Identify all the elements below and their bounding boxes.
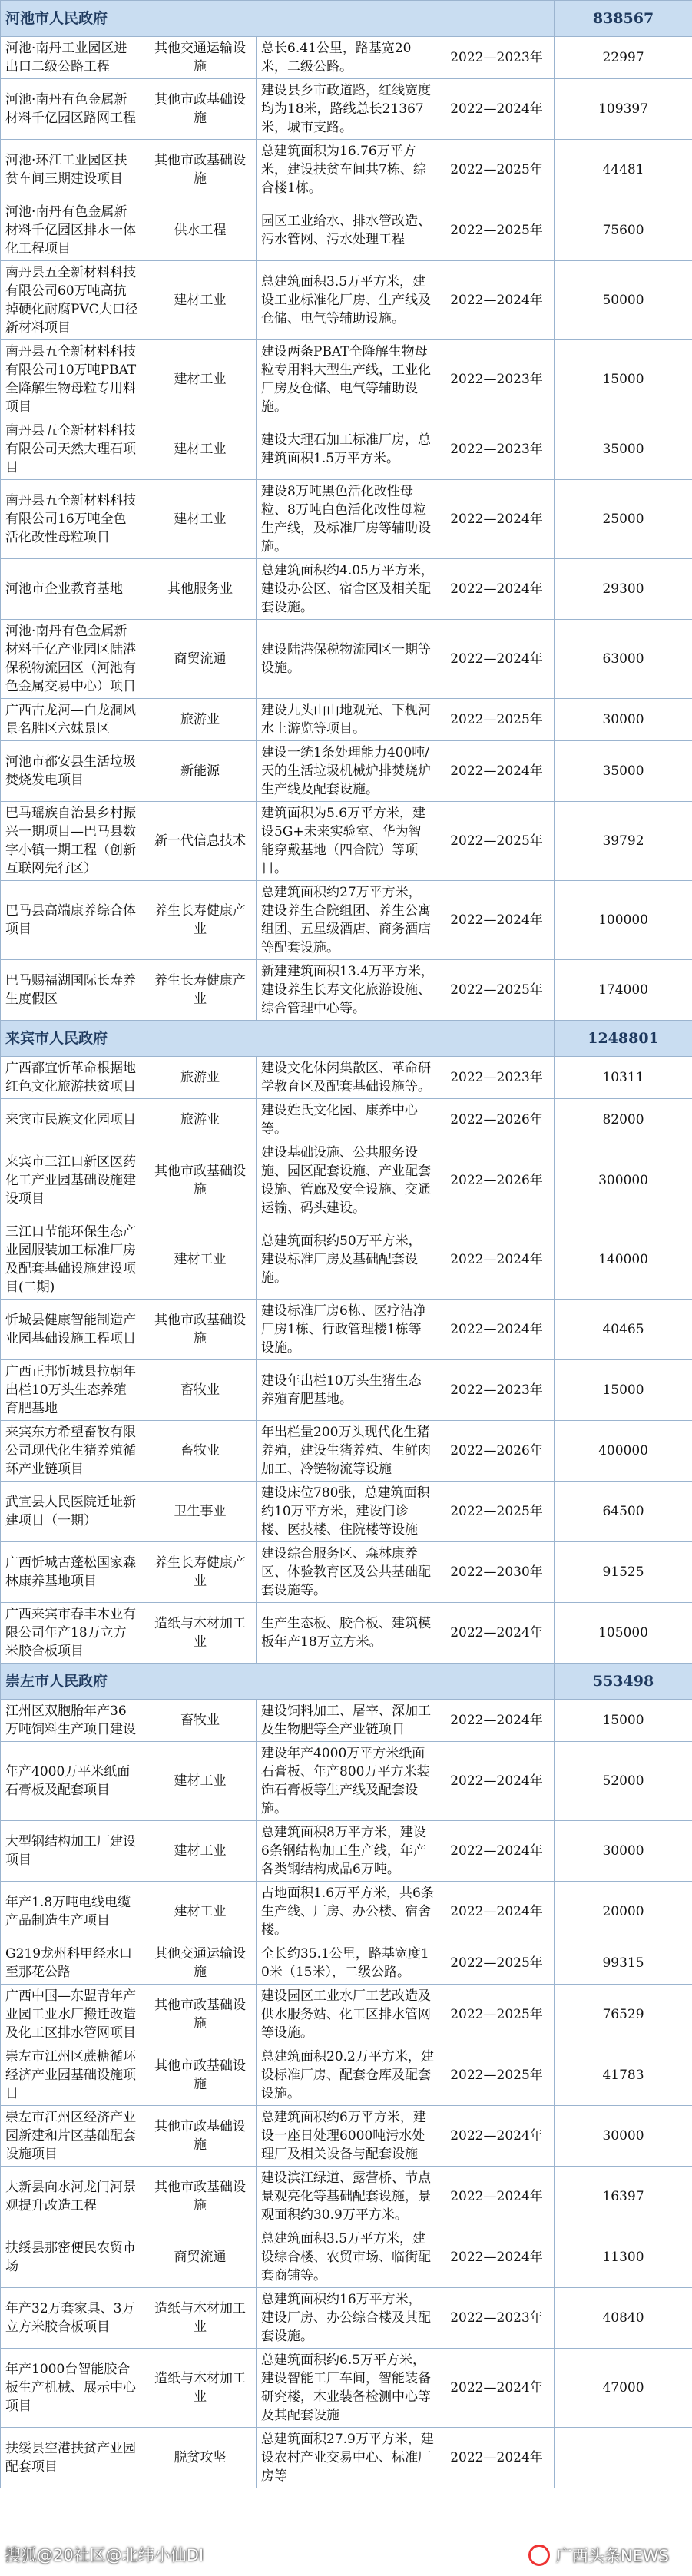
cell-desc: 建设县乡市政道路，红线宽度均为18米，路线总长21367米，城市支路。 — [257, 79, 439, 140]
cell-amount: 47000 — [555, 2349, 692, 2428]
section-header-row — [1, 1, 692, 37]
cell-amount: 82000 — [555, 1099, 692, 1141]
cell-period: 2022—2024年 — [439, 1603, 555, 1664]
cell-cat: 建材工业 — [144, 340, 257, 419]
cell-period: 2022—2024年 — [439, 2428, 555, 2488]
cell-amount: 30000 — [555, 1821, 692, 1882]
cell-name: 广西正邦忻城县拉朝年出栏10万头生态养殖育肥基地 — [1, 1360, 144, 1421]
cell-name: 河池·南丹有色金属新材料千亿园区排水一体化工程项目 — [1, 200, 144, 261]
cell-period: 2022—2025年 — [439, 802, 555, 881]
table-row — [1, 2428, 692, 2488]
cell-cat: 新能源 — [144, 741, 257, 802]
cell-cat: 建材工业 — [144, 1742, 257, 1821]
cell-name: 南丹县五全新材料科技有限公司10万吨PBAT全降解生物母粒专用料项目 — [1, 340, 144, 419]
cell-cat: 畜牧业 — [144, 1360, 257, 1421]
cell-name: 巴马瑶族自治县乡村振兴一期项目—巴马县数字小镇一期工程（创新互联网先行区） — [1, 802, 144, 881]
cell-cat: 造纸与木材加工业 — [144, 1603, 257, 1664]
cell-amount: 99315 — [555, 1942, 692, 1985]
cell-period: 2022—2023年 — [439, 37, 555, 79]
cell-amount: 15000 — [555, 1360, 692, 1421]
cell-cat: 畜牧业 — [144, 1700, 257, 1742]
cell-desc: 建设饲料加工、屠宰、深加工及生物肥等全产业链项目 — [257, 1700, 439, 1742]
cell-period: 2022—2025年 — [439, 1482, 555, 1542]
cell-period: 2022—2023年 — [439, 340, 555, 419]
cell-name: 广西来宾市春丰木业有限公司年产18万立方米胶合板项目 — [1, 1603, 144, 1664]
cell-cat: 其他市政基础设施 — [144, 2106, 257, 2167]
cell-amount: 41783 — [555, 2045, 692, 2106]
cell-period: 2022—2025年 — [439, 140, 555, 200]
cell-name: 年产1000台智能胶合板生产机械、展示中心项目 — [1, 2349, 144, 2428]
cell-desc: 总建筑面积3.5万平方米，建设工业标准化厂房、生产线及仓储、电气等辅助设施。 — [257, 261, 439, 340]
cell-amount: 63000 — [555, 620, 692, 699]
cell-period: 2022—2025年 — [439, 200, 555, 261]
cell-cat: 建材工业 — [144, 261, 257, 340]
cell-name: 崇左市江州区经济产业园新建和片区基础配套设施项目 — [1, 2106, 144, 2167]
cell-period: 2022—2025年 — [439, 2045, 555, 2106]
cell-name: 广西忻城古蓬松国家森林康养基地项目 — [1, 1542, 144, 1603]
section-header-row — [1, 1021, 692, 1057]
cell-desc: 建设文化休闲集散区、革命研学教育区及配套基础设施等。 — [257, 1057, 439, 1099]
cell-desc: 总建筑面积约27万平方米，建设养生合院组团、养生公寓组团、五星级酒店、商务酒店等配套设施。 — [257, 881, 439, 960]
cell-cat: 其他市政基础设施 — [144, 2167, 257, 2227]
cell-amount: 64500 — [555, 1482, 692, 1542]
cell-period: 2022—2024年 — [439, 2106, 555, 2167]
cell-desc: 总建筑面积约4.05万平方米，建设办公区、宿舍区及相关配套设施。 — [257, 559, 439, 620]
cell-desc: 新建建筑面积13.4万平方米，建设养生长寿文化旅游设施、综合管理中心等。 — [257, 960, 439, 1021]
cell-name: 巴马县高端康养综合体项目 — [1, 881, 144, 960]
cell-desc: 年出栏量200万头现代化生猪养殖，建设生猪养殖、生鲜肉加工、冷链物流等设施 — [257, 1421, 439, 1482]
cell-period: 2022—2026年 — [439, 1421, 555, 1482]
cell-desc: 建设滨江绿道、露营桥、节点景观亮化等基础配套设施，景观面积约30.9万平方米。 — [257, 2167, 439, 2227]
cell-name: 河池·南丹有色金属新材料千亿产业园区陆港保税物流园区（河池有色金属交易中心）项目 — [1, 620, 144, 699]
watermark-left: 搜狐@20社区@北纬小仙DI — [5, 2546, 204, 2564]
table-row — [1, 419, 692, 480]
table-row — [1, 559, 692, 620]
cell-desc: 建设基础设施、公共服务设施、园区配套设施、产业配套设施、管廊及安全设施、交通运输、码头建设。 — [257, 1141, 439, 1220]
table-row — [1, 1700, 692, 1742]
cell-cat: 其他市政基础设施 — [144, 1985, 257, 2045]
cell-name: 广西都宜忻革命根据地红色文化旅游扶贫项目 — [1, 1057, 144, 1099]
cell-amount: 40465 — [555, 1300, 692, 1360]
cell-amount: 29300 — [555, 559, 692, 620]
cell-period: 2022—2023年 — [439, 1360, 555, 1421]
cell-amount: 16397 — [555, 2167, 692, 2227]
cell-cat: 旅游业 — [144, 1057, 257, 1099]
cell-name: 广西中国—东盟青年产业园工业水厂搬迁改造及化工区排水管网项目 — [1, 1985, 144, 2045]
cell-name: 忻城县健康智能制造产业园基础设施工程项目 — [1, 1300, 144, 1360]
cell-name: 三江口节能环保生态产业园服装加工标准厂房及配套基础设施建设项目(二期) — [1, 1220, 144, 1300]
cell-desc: 生产生态板、胶合板、建筑模板年产18万立方米。 — [257, 1603, 439, 1664]
cell-cat: 其他交通运输设施 — [144, 37, 257, 79]
cell-cat: 建材工业 — [144, 419, 257, 480]
cell-name: 大型钢结构加工厂建设项目 — [1, 1821, 144, 1882]
cell-name: 巴马赐福湖国际长寿养生度假区 — [1, 960, 144, 1021]
watermark-right-text: 广西头条NEWS — [555, 2547, 669, 2565]
table-row — [1, 802, 692, 881]
table-row — [1, 1220, 692, 1300]
table-row — [1, 1421, 692, 1482]
cell-amount: 25000 — [555, 480, 692, 559]
cell-amount — [555, 2428, 692, 2488]
cell-period: 2022—2025年 — [439, 960, 555, 1021]
table-row — [1, 1141, 692, 1220]
cell-period: 2022—2030年 — [439, 1542, 555, 1603]
cell-amount: 174000 — [555, 960, 692, 1021]
section-title: 河池市人民政府 — [1, 1, 555, 37]
table-row — [1, 1057, 692, 1099]
cell-cat: 商贸流通 — [144, 620, 257, 699]
cell-period: 2022—2024年 — [439, 881, 555, 960]
cell-name: 年产4000万平米纸面石膏板及配套项目 — [1, 1742, 144, 1821]
cell-period: 2022—2023年 — [439, 2288, 555, 2349]
cell-desc: 建设大理石加工标准厂房，总建筑面积1.5万平方米。 — [257, 419, 439, 480]
cell-amount: 39792 — [555, 802, 692, 881]
table-row — [1, 1300, 692, 1360]
table-row — [1, 741, 692, 802]
cell-cat: 供水工程 — [144, 200, 257, 261]
table-row — [1, 881, 692, 960]
cell-name: 崇左市江州区蔗糖循环经济产业园基础设施项目 — [1, 2045, 144, 2106]
cell-amount: 40840 — [555, 2288, 692, 2349]
cell-name: 南丹县五全新材料科技有限公司16万吨全色活化改性母粒项目 — [1, 480, 144, 559]
cell-period: 2022—2026年 — [439, 1141, 555, 1220]
cell-cat: 造纸与木材加工业 — [144, 2288, 257, 2349]
cell-amount: 30000 — [555, 699, 692, 741]
cell-amount: 76529 — [555, 1985, 692, 2045]
cell-amount: 105000 — [555, 1603, 692, 1664]
cell-desc: 建设陆港保税物流园区一期等设施。 — [257, 620, 439, 699]
cell-cat: 其他市政基础设施 — [144, 79, 257, 140]
table-row — [1, 960, 692, 1021]
cell-name: G219龙州科甲经水口至那花公路 — [1, 1942, 144, 1985]
table-row — [1, 261, 692, 340]
cell-desc: 总建筑面积约16万平方米，建设厂房、办公综合楼及其配套设施。 — [257, 2288, 439, 2349]
cell-period: 2022—2025年 — [439, 1942, 555, 1985]
cell-amount: 91525 — [555, 1542, 692, 1603]
cell-desc: 建设一统1条处理能力400吨/天的生活垃圾机械炉排焚烧炉生产线及配套设施。 — [257, 741, 439, 802]
section-header-row — [1, 1664, 692, 1700]
cell-cat: 建材工业 — [144, 1882, 257, 1942]
cell-desc: 占地面积1.6万平方米，共6条生产线、厂房、办公楼、宿舍楼。 — [257, 1882, 439, 1942]
table-row — [1, 2288, 692, 2349]
cell-cat: 脱贫攻坚 — [144, 2428, 257, 2488]
cell-period: 2022—2024年 — [439, 1742, 555, 1821]
cell-period: 2022—2025年 — [439, 699, 555, 741]
table-row — [1, 1942, 692, 1985]
section-title: 崇左市人民政府 — [1, 1664, 555, 1700]
table-row — [1, 200, 692, 261]
project-table-body — [1, 1, 692, 2488]
cell-desc: 建设标准厂房6栋、医疗洁净厂房1栋、行政管理楼1栋等设施。 — [257, 1300, 439, 1360]
section-title: 来宾市人民政府 — [1, 1021, 555, 1057]
cell-period: 2022—2024年 — [439, 2167, 555, 2227]
cell-desc: 总建筑面积约6万平方米，建设一座日处理6000吨污水处理厂及相关设备与配套设施 — [257, 2106, 439, 2167]
table-row — [1, 37, 692, 79]
cell-amount: 10311 — [555, 1057, 692, 1099]
cell-name: 来宾市三江口新区医药化工产业园基础设施建设项目 — [1, 1141, 144, 1220]
table-row — [1, 1985, 692, 2045]
cell-amount: 300000 — [555, 1141, 692, 1220]
cell-desc: 建设床位780张，总建筑面积约10万平方米，建设门诊楼、医技楼、住院楼等设施 — [257, 1482, 439, 1542]
cell-cat: 商贸流通 — [144, 2227, 257, 2288]
cell-period: 2022—2024年 — [439, 79, 555, 140]
table-row — [1, 2045, 692, 2106]
cell-period: 2022—2025年 — [439, 1985, 555, 2045]
table-row — [1, 699, 692, 741]
table-row — [1, 1882, 692, 1942]
cell-name: 武宣县人民医院迁址新建项目（一期） — [1, 1482, 144, 1542]
cell-desc: 建设两条PBAT全降解生物母粒专用料大型生产线，工业化厂房及仓储、电气等辅助设施。 — [257, 340, 439, 419]
cell-period: 2022—2024年 — [439, 1700, 555, 1742]
cell-amount: 44481 — [555, 140, 692, 200]
cell-amount: 75600 — [555, 200, 692, 261]
table-row — [1, 1099, 692, 1141]
cell-name: 来宾市民族文化园项目 — [1, 1099, 144, 1141]
table-row — [1, 2227, 692, 2288]
cell-name: 江州区双胞胎年产36万吨饲料生产项目建设 — [1, 1700, 144, 1742]
cell-cat: 其他交通运输设施 — [144, 1942, 257, 1985]
cell-cat: 养生长寿健康产业 — [144, 881, 257, 960]
cell-cat: 养生长寿健康产业 — [144, 960, 257, 1021]
cell-amount: 30000 — [555, 2106, 692, 2167]
cell-name: 河池市都安县生活垃圾焚烧发电项目 — [1, 741, 144, 802]
cell-desc: 建设综合服务区、森林康养区、体验教育区及公共基础配套设施等。 — [257, 1542, 439, 1603]
table-row — [1, 2106, 692, 2167]
cell-cat: 新一代信息技术 — [144, 802, 257, 881]
cell-cat: 旅游业 — [144, 699, 257, 741]
cell-amount: 109397 — [555, 79, 692, 140]
cell-cat: 建材工业 — [144, 1821, 257, 1882]
cell-desc: 总建筑面积为16.76万平方米，建设扶贫车间共7栋、综合楼1栋。 — [257, 140, 439, 200]
cell-period: 2022—2024年 — [439, 1300, 555, 1360]
cell-period: 2022—2024年 — [439, 261, 555, 340]
table-row — [1, 2167, 692, 2227]
cell-desc: 园区工业给水、排水管改造、污水管网、污水处理工程 — [257, 200, 439, 261]
section-total: 1248801 — [555, 1021, 692, 1057]
cell-cat: 其他服务业 — [144, 559, 257, 620]
cell-name: 大新县向水河龙门河景观提升改造工程 — [1, 2167, 144, 2227]
table-row — [1, 140, 692, 200]
cell-desc: 总建筑面积27.9万平方米，建设农村产业交易中心、标准厂房等 — [257, 2428, 439, 2488]
cell-period: 2022—2024年 — [439, 741, 555, 802]
cell-desc: 建筑面积为5.6万平方米，建设5G+未来实验室、华为智能穿戴基地（四合院）等项目。 — [257, 802, 439, 881]
cell-period: 2022—2024年 — [439, 1220, 555, 1300]
cell-name: 南丹县五全新材料科技有限公司天然大理石项目 — [1, 419, 144, 480]
cell-period: 2022—2024年 — [439, 2349, 555, 2428]
cell-desc: 总建筑面积约6.5万平方米，建设智能工厂车间，智能装备研究楼，木业装备检测中心等及其配套设施 — [257, 2349, 439, 2428]
cell-cat: 造纸与木材加工业 — [144, 2349, 257, 2428]
cell-period: 2022—2023年 — [439, 1057, 555, 1099]
cell-name: 河池·环江工业园区扶贫车间三期建设项目 — [1, 140, 144, 200]
cell-period: 2022—2024年 — [439, 620, 555, 699]
cell-amount: 11300 — [555, 2227, 692, 2288]
table-row — [1, 1542, 692, 1603]
cell-name: 来宾东方希望畜牧有限公司现代化生猪养殖循环产业链项目 — [1, 1421, 144, 1482]
cell-amount: 35000 — [555, 741, 692, 802]
cell-desc: 总建筑面积约50万平方米，建设标准厂房及基础配套设施。 — [257, 1220, 439, 1300]
cell-desc: 建设园区工业水厂工艺改造及供水服务站、化工区排水管网等设施。 — [257, 1985, 439, 2045]
cell-name: 扶绥县那密便民农贸市场 — [1, 2227, 144, 2288]
cell-amount: 35000 — [555, 419, 692, 480]
cell-cat: 建材工业 — [144, 1220, 257, 1300]
cell-period: 2022—2026年 — [439, 1099, 555, 1141]
news-logo-icon — [528, 2545, 550, 2566]
cell-desc: 总建筑面积8万平方米，建设6条钢结构加工生产线，年产各类钢结构成品6万吨。 — [257, 1821, 439, 1882]
cell-cat: 其他市政基础设施 — [144, 1141, 257, 1220]
cell-cat: 养生长寿健康产业 — [144, 1542, 257, 1603]
cell-desc: 总长6.41公里，路基宽20米，二级公路。 — [257, 37, 439, 79]
section-total: 553498 — [555, 1664, 692, 1700]
table-row — [1, 1360, 692, 1421]
cell-desc: 全长约35.1公里，路基宽度10米（15米），二级公路。 — [257, 1942, 439, 1985]
cell-cat: 建材工业 — [144, 480, 257, 559]
cell-period: 2022—2024年 — [439, 1882, 555, 1942]
cell-name: 广西古龙河—白龙洞风景名胜区六妹景区 — [1, 699, 144, 741]
table-row — [1, 620, 692, 699]
cell-name: 年产32万套家具、3万立方米胶合板项目 — [1, 2288, 144, 2349]
table-row — [1, 340, 692, 419]
cell-desc: 建设姓氏文化园、康养中心等。 — [257, 1099, 439, 1141]
cell-name: 扶绥县空港扶贫产业园配套项目 — [1, 2428, 144, 2488]
cell-name: 南丹县五全新材料科技有限公司60万吨高抗掉硬化耐腐PVC大口径新材料项目 — [1, 261, 144, 340]
cell-amount: 15000 — [555, 1700, 692, 1742]
cell-cat: 卫生事业 — [144, 1482, 257, 1542]
table-row — [1, 2349, 692, 2428]
table-row — [1, 1603, 692, 1664]
cell-name: 河池市企业教育基地 — [1, 559, 144, 620]
cell-period: 2022—2024年 — [439, 2227, 555, 2288]
cell-period: 2022—2024年 — [439, 1821, 555, 1882]
watermark-right — [528, 2542, 669, 2568]
cell-amount: 140000 — [555, 1220, 692, 1300]
cell-amount: 15000 — [555, 340, 692, 419]
cell-period: 2022—2024年 — [439, 480, 555, 559]
cell-cat: 其他市政基础设施 — [144, 140, 257, 200]
section-total: 838567 — [555, 1, 692, 37]
table-row — [1, 1482, 692, 1542]
cell-amount: 400000 — [555, 1421, 692, 1482]
cell-cat: 畜牧业 — [144, 1421, 257, 1482]
cell-amount: 100000 — [555, 881, 692, 960]
cell-desc: 建设九头山山地观光、下枧河水上游览等项目。 — [257, 699, 439, 741]
cell-cat: 旅游业 — [144, 1099, 257, 1141]
table-row — [1, 1742, 692, 1821]
cell-desc: 建设年产4000万平方米纸面石膏板、年产800万平方米装饰石膏板等生产线及配套设施。 — [257, 1742, 439, 1821]
table-row — [1, 480, 692, 559]
cell-amount: 22997 — [555, 37, 692, 79]
cell-desc: 建设8万吨黑色活化改性母粒、8万吨白色活化改性母粒生产线，及标准厂房等辅助设施。 — [257, 480, 439, 559]
cell-cat: 其他市政基础设施 — [144, 1300, 257, 1360]
table-row — [1, 1821, 692, 1882]
cell-name: 年产1.8万吨电线电缆产品制造生产项目 — [1, 1882, 144, 1942]
table-row — [1, 79, 692, 140]
cell-period: 2022—2024年 — [439, 559, 555, 620]
cell-desc: 建设年出栏10万头生猪生态养殖育肥基地。 — [257, 1360, 439, 1421]
cell-period: 2022—2023年 — [439, 419, 555, 480]
cell-amount: 20000 — [555, 1882, 692, 1942]
cell-amount: 50000 — [555, 261, 692, 340]
cell-amount: 52000 — [555, 1742, 692, 1821]
cell-name: 河池·南丹工业园区进出口二级公路工程 — [1, 37, 144, 79]
cell-name: 河池·南丹有色金属新材料千亿园区路网工程 — [1, 79, 144, 140]
cell-cat: 其他市政基础设施 — [144, 2045, 257, 2106]
cell-desc: 总建筑面积20.2万平方米，建设标准厂房、配套仓库及配套设施。 — [257, 2045, 439, 2106]
cell-desc: 总建筑面积3.5万平方米，建设综合楼、农贸市场、临街配套商铺等。 — [257, 2227, 439, 2288]
